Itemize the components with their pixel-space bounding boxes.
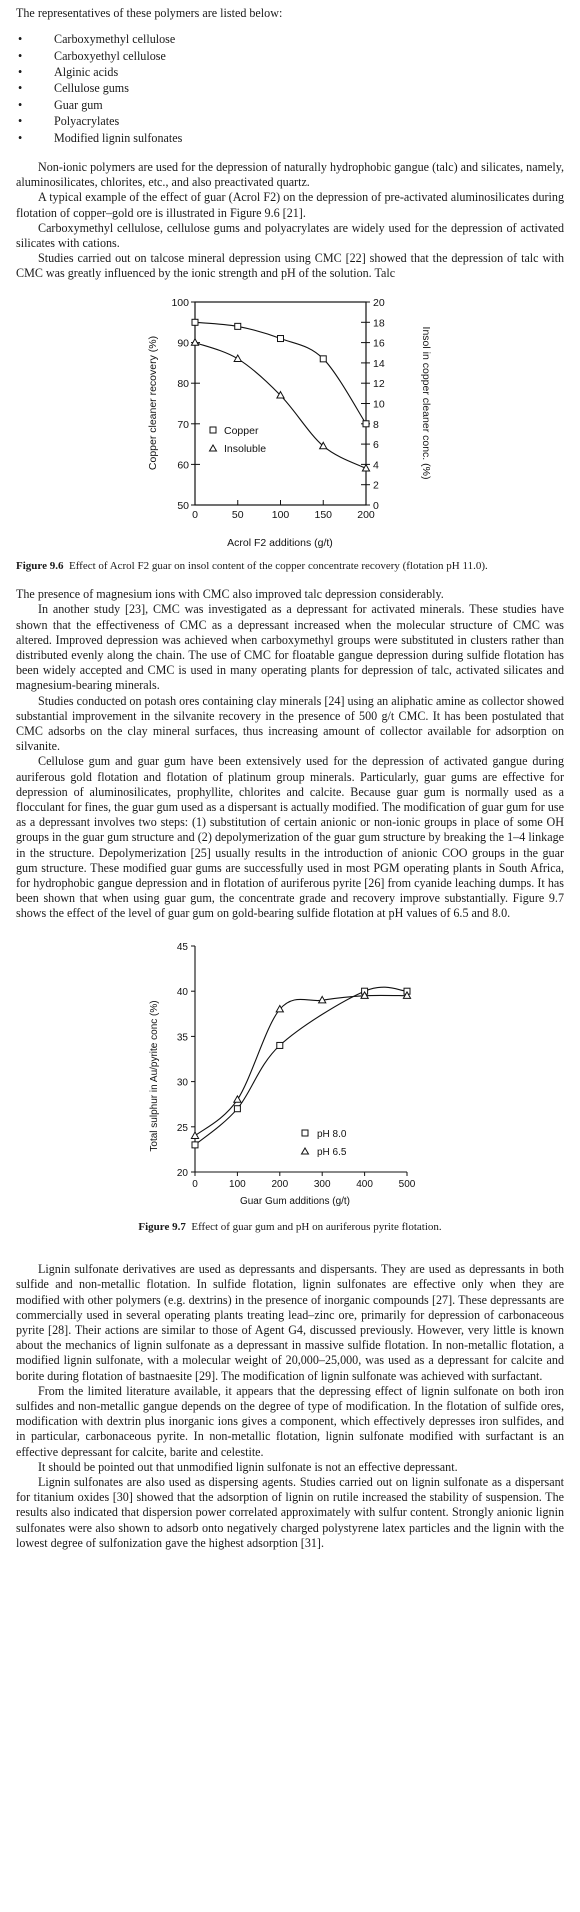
paragraph: Lignin sulfonate derivatives are used as depressants and dispersants. They are used as depressants in both sulfide and non-metallic flotation. In sulfide flotation, lignin sulfonates are effective only when they are modified with other polymers (e.g. dextrins) in the presence of inorganic compounds [27]. These depressants are commercially used in several operating plants treating lead–zinc ore, primarily for depression of carbonaceous pyrite [28]. Their actions are similar to those of Agent G4, discussed previously. However, very little is known about the mechanics of lignin sulfonate as a depressant in massive sulfide flotation. In non-metallic flotation, a modified lignin sulfonate, with a molecular weight of 20,000–25,000, was used as a depressant for calcite and borite during flotation of bastnaesite [29]. The modification of lignin sulfonate was achieved with surfactant.	[16, 1262, 564, 1383]
data-point-triangle	[234, 355, 241, 361]
paragraph: Non-ionic polymers are used for the depression of naturally hydrophobic gangue (talc) and silicates, namely, aluminosilicates, chlorites, etc., and also preactivated quartz.	[16, 160, 564, 190]
list-item: • Carboxymethyl cellulose	[16, 31, 564, 47]
data-point-triangle	[191, 338, 198, 344]
caption-text: Effect of Acrol F2 guar on insol content of the copper concentrate recovery (flotation pH 11.0).	[68, 559, 488, 572]
y-right-tick-label: 18	[373, 316, 385, 329]
y-tick-label: 35	[176, 1032, 188, 1044]
list-item: • Polyacrylates	[16, 113, 564, 129]
y-tick-label: 40	[176, 986, 188, 998]
list-item: • Cellulose gums	[16, 80, 564, 96]
y-right-tick-label: 12	[373, 377, 385, 390]
list-item: • Modified lignin sulfonates	[16, 130, 564, 146]
x-tick-label: 200	[357, 508, 375, 521]
x-tick-label: 150	[314, 508, 333, 521]
x-tick-label: 300	[313, 1178, 331, 1190]
data-point-square	[192, 1142, 198, 1148]
paragraph: Lignin sulfonates are also used as dispersing agents. Studies carried out on lignin sulfonate as a dispersant for titanium oxides [30] showed that the adsorption of lignin on rutile increased the stability of suspension. The results also indicated that dispersion power correlated approximately with sulfur content. Strongly anionic lignin sulfonates were also shown to adsorb onto negatively charged polystyrene latex particles and the lignin with the lowest degree of sulfonization gave the highest adsorption [31].	[16, 1474, 564, 1550]
y-left-tick-label: 90	[177, 337, 189, 350]
list-item: • Alginic acids	[16, 64, 564, 80]
list-item: • Guar gum	[16, 97, 564, 113]
data-point-triangle	[191, 1132, 198, 1138]
y-left-tick-label: 50	[177, 499, 189, 512]
x-tick-label: 0	[192, 1178, 198, 1190]
chart-legend	[210, 425, 267, 455]
data-point-square	[235, 323, 241, 329]
paragraph: Cellulose gum and guar gum have been extensively used for the depression of activated gangue during auriferous gold flotation and flotation of platinum group minerals. Particularly, guar gums are effective for depression of aluminosilicates, prophyllite, chlorites and calcite. Because guar gum is normally used as a flocculant for fines, the guar gum used as a dispersant is actually modified. The modification of guar gum for use as a depressant involves two steps: (1) substitution of certain anionic or non-ionic groups in place of some OH groups in the guar gum structure and (2) depolymerization of the guar gum structure by breaking the 1–4 linkage in the structure. Depolymerization [25] usually results in the introduction of anionic COO groups in the guar gum structure. These modified guar gums are successfully used in most PGM operating plants in South Africa, for hydrophobic gangue depression and in flotation of auriferous pyrite [26] from cyanide leaching dumps. It has been shown that when using guar gum, the concentrate grade and recovery improve substantially. Figure 9.7 shows the effect of the level of guar gum on gold-bearing sulfide flotation at pH values of 6.5 and 8.0.	[16, 754, 564, 921]
y-axis-label: Total sulphur in Au/pyrite conc (%)	[149, 1000, 160, 1152]
series-line-ph-8-0	[195, 987, 407, 1145]
caption-text: Effect of guar gum and pH on auriferous pyrite flotation.	[191, 1220, 442, 1233]
paragraph: Carboxymethyl cellulose, cellulose gums and polyacrylates are widely used for the depression of activated silicates with cations.	[16, 220, 564, 251]
x-tick-label: 400	[356, 1178, 373, 1190]
legend-square-marker	[302, 1130, 308, 1136]
x-tick-label: 200	[271, 1178, 289, 1190]
y-left-tick-label: 80	[177, 377, 189, 390]
plot-frame	[195, 302, 366, 505]
y-right-tick-label: 10	[373, 398, 385, 411]
paragraph: Studies carried out on talcose mineral depression using CMC [22] showed that the depression of talc with CMC was greatly influenced by the ionic strength and pH of the solution. Talc	[16, 251, 564, 281]
y-left-tick-label: 100	[171, 296, 189, 309]
legend-triangle-marker	[302, 1148, 309, 1154]
x-tick-label: 100	[229, 1178, 246, 1190]
legend-label-insoluble: Insoluble	[224, 442, 267, 455]
series-line-ph-6-5	[195, 995, 407, 1135]
series-line-insoluble	[195, 342, 366, 468]
y-tick-label: 45	[176, 941, 188, 953]
polymer-list	[16, 31, 564, 146]
list-intro: The representatives of these polymers are listed below:	[16, 6, 283, 20]
y-axis-label-right: Insol in copper cleaner conc. (%)	[420, 326, 432, 480]
y-tick-label: 30	[176, 1077, 188, 1089]
legend-label-ph8: pH 8.0	[317, 1128, 347, 1140]
y-right-tick-label: 16	[373, 337, 385, 350]
legend-triangle-marker	[210, 445, 217, 451]
list-item: • Carboxyethyl cellulose	[16, 48, 564, 64]
paragraph: From the limited literature available, it appears that the depressing effect of lignin sulfonate on both iron sulfides and non-metallic gangue depends on the degree of type of modification. In the flotation of sulfide ores, modification with dextrin plus inorganic ions gives a component, which effectively depresses iron sulfides, and in particular, carbonaceous pyrite. In non-metallic flotation, lignin sulfonate modified with surfactant is an effective depressant for calcite, barite and celestite.	[16, 1383, 564, 1459]
data-point-square	[192, 319, 198, 325]
legend-label-ph65: pH 6.5	[317, 1146, 347, 1158]
data-point-triangle	[234, 1096, 241, 1102]
chart-legend	[302, 1129, 347, 1158]
data-point-square	[234, 1105, 240, 1111]
y-right-tick-label: 0	[373, 499, 379, 512]
legend-square-marker	[210, 427, 216, 433]
figure-9-6-caption	[16, 560, 564, 574]
data-point-square	[320, 356, 326, 362]
paragraph: It should be pointed out that unmodified lignin sulfonate is not an effective depressant.	[38, 1459, 458, 1474]
y-left-tick-label: 70	[177, 418, 189, 431]
data-point-square	[363, 420, 369, 426]
y-right-tick-label: 2	[373, 479, 379, 492]
legend-label-copper: Copper	[224, 424, 259, 437]
paragraph: Studies conducted on potash ores containing clay minerals [24] using an aliphatic amine as collector showed substantial improvement in the silvanite recovery in the presence of 500 g/t CMC. It has been postulated that CMC adsorbs on the clay mineral surfaces, thus increasing amount of collector available for adsorption on silvanite.	[16, 693, 564, 754]
x-tick-label: 500	[398, 1178, 416, 1190]
y-right-tick-label: 20	[373, 296, 385, 309]
figure-9-6-chart	[140, 288, 440, 558]
x-axis-label: Guar Gum additions (g/t)	[239, 1195, 351, 1207]
y-right-tick-label: 8	[373, 418, 379, 431]
paragraph: A typical example of the effect of guar (Acrol F2) on the depression of pre-activated aluminosilicates during flotation of copper–gold ore is illustrated in Figure 9.6 [21].	[16, 190, 564, 220]
y-left-tick-label: 60	[177, 459, 189, 472]
figure-9-7-chart	[145, 936, 435, 1211]
x-tick-label: 100	[271, 508, 290, 521]
caption-label: Figure 9.6	[16, 559, 64, 572]
y-right-tick-label: 6	[373, 438, 379, 451]
paragraph: In another study [23], CMC was investigated as a depressant for activated minerals. These studies have shown that the effectiveness of CMC as a depressant increased when the molecular structure of CMC was altered. Improved depression was achieved when carboxymethyl groups were substituted in clusters rather than distributed evenly along the chain. The use of CMC for floatable gangue depression during sulfide flotation has been widely accepted and CMC is used in many operating plants for depression of talc, activated silicates and magnesium-bearing minerals.	[16, 602, 564, 693]
paragraph: The presence of magnesium ions with CMC also improved talc depression considerably.	[16, 587, 444, 602]
x-tick-label: 0	[192, 508, 198, 521]
y-tick-label: 25	[176, 1122, 188, 1134]
y-right-tick-label: 14	[373, 357, 385, 370]
data-point-square	[278, 335, 284, 341]
y-axis-label-left: Copper cleaner recovery (%)	[147, 335, 159, 470]
data-point-square	[277, 1042, 283, 1048]
x-axis-label: Acrol F2 additions (g/t)	[227, 536, 333, 549]
y-tick-label: 20	[176, 1167, 188, 1179]
figure-9-7-caption	[16, 1221, 564, 1235]
caption-label: Figure 9.7	[138, 1220, 186, 1233]
x-tick-label: 50	[231, 508, 244, 521]
y-right-tick-label: 4	[373, 459, 379, 472]
